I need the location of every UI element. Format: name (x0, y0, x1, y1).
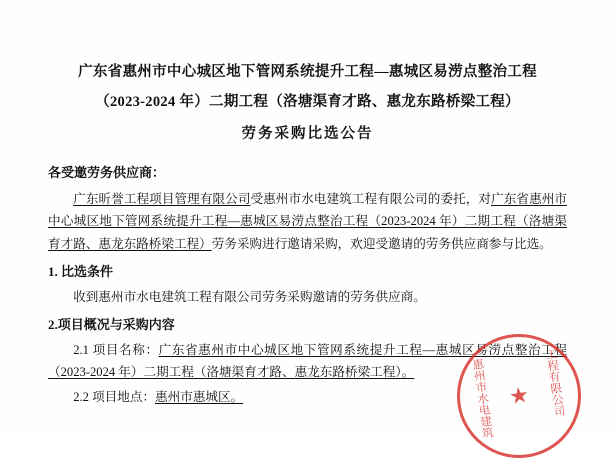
seal-star-icon: ★ (507, 381, 531, 410)
section-2-item-1-label: 2.1 项目名称： (73, 342, 159, 357)
section-2-item-2-label: 2.2 项目地点： (73, 389, 156, 404)
section-2-heading (48, 314, 567, 337)
section-1-body: 收到惠州市水电建筑工程有限公司劳务采购邀请的劳务供应商。 (73, 289, 426, 304)
title-line-1: 广东省惠州市中心城区地下管网系统提升工程—惠城区易涝点整治工程 (78, 64, 537, 80)
title-line-3: 劳务采购比选公告 (241, 126, 374, 142)
seal-text-left: 惠州市水电建筑 (470, 357, 494, 440)
section-1-heading (48, 261, 567, 284)
section-2-title: 项目概况与采购内容 (57, 317, 175, 332)
seal-text-right: 工程有限公司 (543, 347, 566, 418)
title-line-2: （2023-2024 年）二期工程（洛塘渠育才路、惠龙东路桥梁工程） (95, 94, 520, 110)
section-2-number: 2. (48, 317, 58, 332)
intro-project-name: 广东省惠州市中心城区地下管网系统提升工程—惠城区易涝点整治工程（2023-2024 年）二期工程（洛塘渠育才路、惠龙东路桥梁工程） (48, 191, 568, 251)
salutation: 各受邀劳务供应商： (48, 165, 166, 180)
intro-text-2: 劳务采购进行邀请采购，欢迎受邀请的劳务供应商参与比选。 (211, 236, 552, 251)
intro-text-1: 受惠州市水电建筑工程有限公司的委托，对 (250, 191, 492, 206)
section-1-number: 1. (48, 264, 58, 279)
section-1-title: 比选条件 (61, 264, 114, 279)
intro-paragraph (48, 188, 567, 256)
intro-agency-name: 广东昕誉工程项目管理有限公司 (73, 191, 251, 206)
document-title (48, 58, 567, 148)
section-2-item-2-value: 惠州市惠城区。 (155, 389, 244, 404)
section-2-item-1-value: 广东省惠州市中心城区地下管网系统提升工程—惠城区易涝点整治工程（2023-2024 年）二期工程（洛塘渠育才路、惠龙东路桥梁工程）。 (48, 342, 568, 379)
